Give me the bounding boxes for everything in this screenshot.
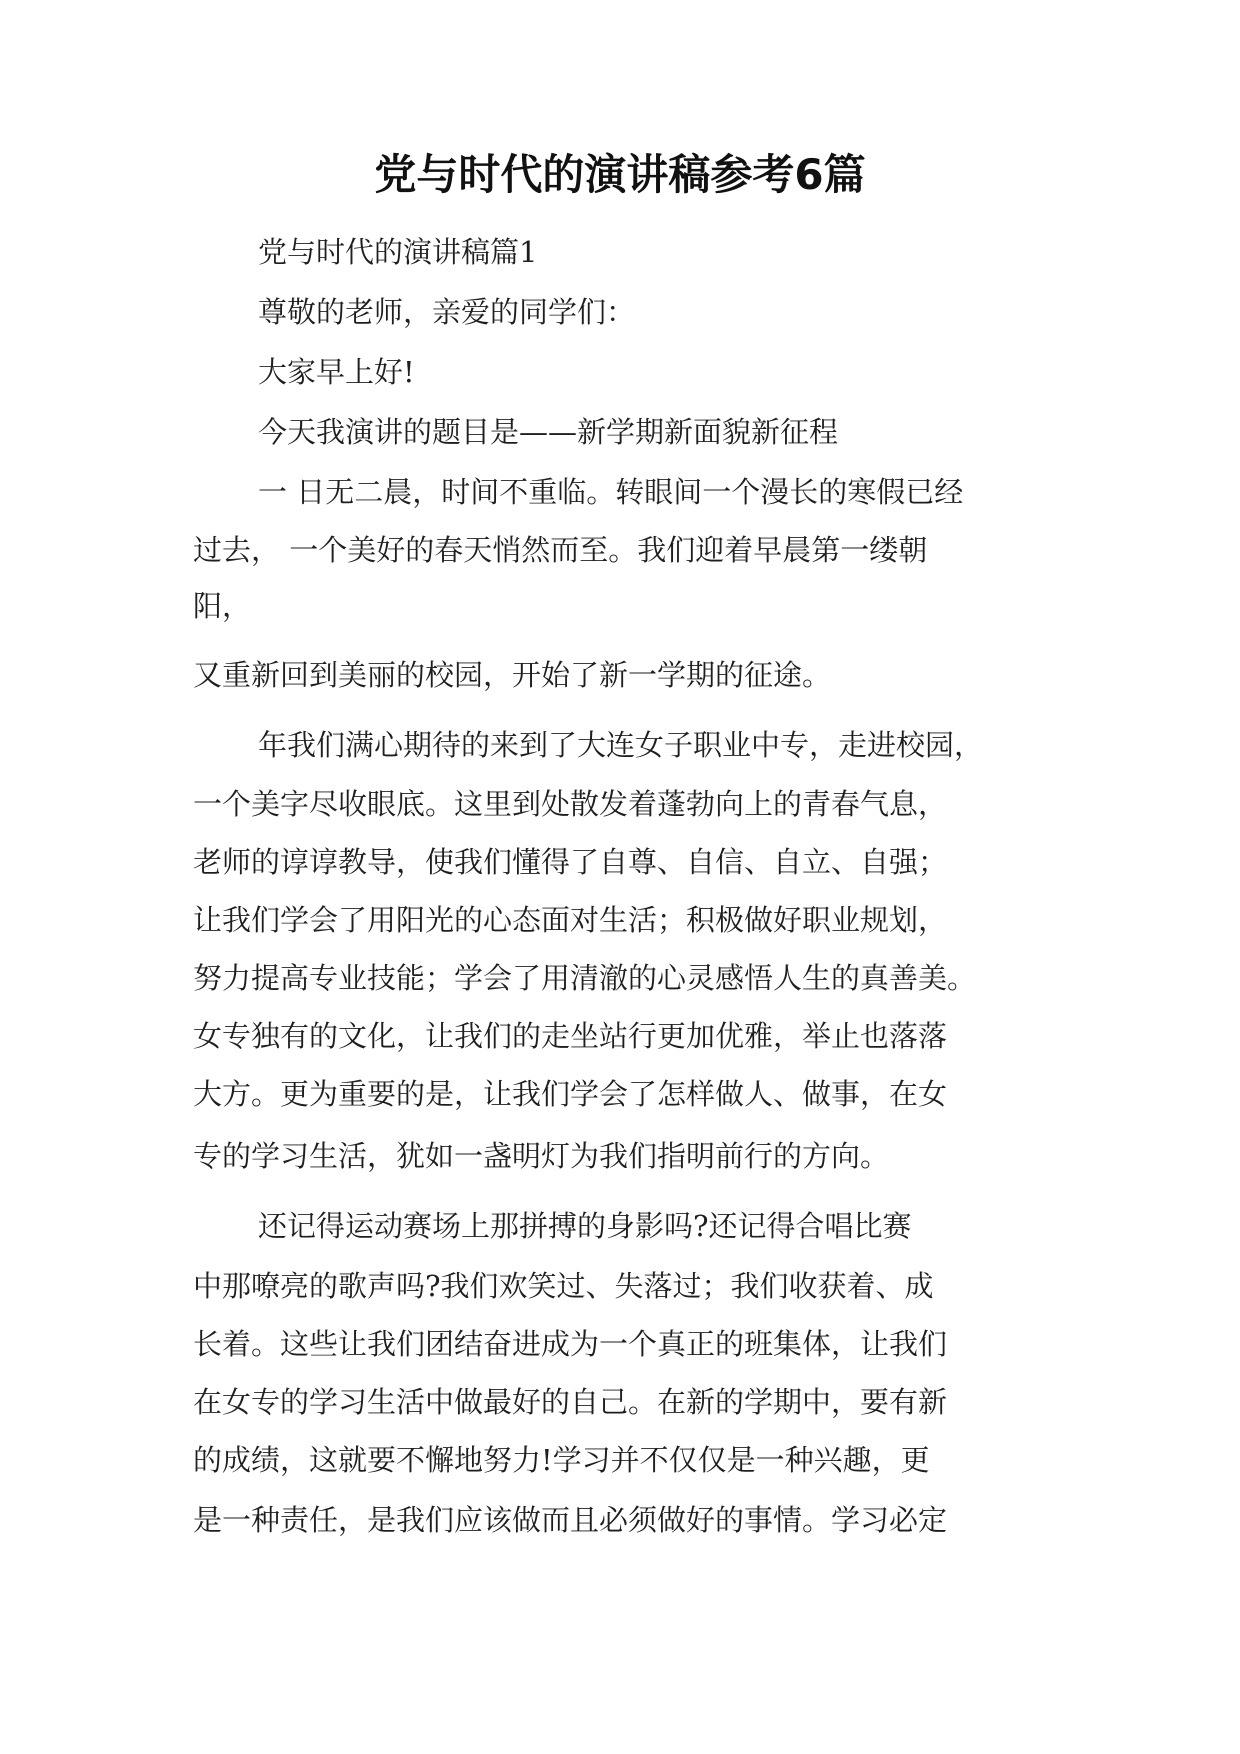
- line-11: 老师的谆谆教导，使我们懂得了自尊、自信、自立、自强；: [193, 845, 948, 879]
- line-7: 阳，: [193, 589, 252, 623]
- line-14: 女专独有的文化，让我们的走坐站行更加优雅，举止也落落: [193, 1019, 948, 1053]
- line-9: 年我们满心期待的来到了大连女子职业中专，走进校园，: [258, 728, 984, 762]
- line-8: 又重新回到美丽的校园，开始了新一学期的征途。: [193, 658, 832, 692]
- line-15: 大方。更为重要的是，让我们学会了怎样做人、做事，在女: [193, 1077, 948, 1111]
- line-17: 还记得运动赛场上那拼搏的身影吗?还记得合唱比赛: [258, 1209, 912, 1243]
- line-16: 专的学习生活，犹如一盏明灯为我们指明前行的方向。: [193, 1139, 890, 1173]
- line-2: 尊敬的老师，亲爱的同学们：: [258, 295, 636, 329]
- line-1: 党与时代的演讲稿篇1: [258, 235, 538, 269]
- document-title: 党与时代的演讲稿参考6篇: [374, 150, 866, 199]
- line-10: 一个美字尽收眼底。这里到处散发着蓬勃向上的青春气息，: [193, 787, 948, 821]
- line-22: 是一种责任，是我们应该做而且必须做好的事情。学习必定: [193, 1503, 948, 1537]
- line-12: 让我们学会了用阳光的心态面对生活；积极做好职业规划，: [193, 903, 948, 937]
- line-21: 的成绩，这就要不懈地努力!学习并不仅仅是一种兴趣，更: [193, 1443, 930, 1477]
- line-4: 今天我演讲的题目是——新学期新面貌新征程: [258, 415, 839, 449]
- line-5: 一 日无二晨，时间不重临。转眼间一个漫长的寒假已经: [258, 475, 964, 509]
- line-19: 长着。这些让我们团结奋进成为一个真正的班集体，让我们: [193, 1327, 948, 1361]
- line-13: 努力提高专业技能；学会了用清澈的心灵感悟人生的真善美。: [193, 961, 977, 995]
- line-18: 中那嘹亮的歌声吗?我们欢笑过、失落过；我们收获着、成: [193, 1269, 934, 1303]
- line-3: 大家早上好!: [258, 355, 415, 389]
- line-6: 过去， 一个美好的春天悄然而至。我们迎着早晨第一缕朝: [193, 533, 928, 567]
- line-20: 在女专的学习生活中做最好的自己。在新的学期中，要有新: [193, 1385, 948, 1419]
